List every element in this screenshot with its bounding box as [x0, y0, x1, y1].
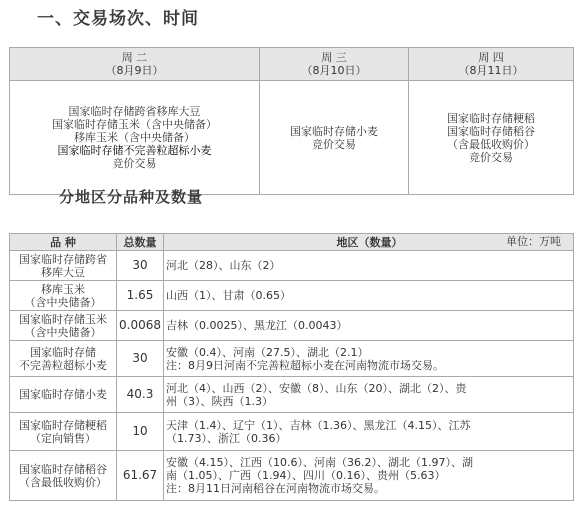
total-cell: 1.65: [117, 281, 164, 311]
schedule-header-wed: [260, 48, 409, 81]
variety-cell: [10, 251, 117, 281]
region-cell: [164, 341, 574, 377]
region-line: 安徽（0.4）、河南（27.5）、湖北（2.1）: [166, 345, 369, 359]
variety-line: 国家临时存储小麦: [19, 388, 107, 401]
total-cell: 30: [117, 341, 164, 377]
variety-cell: [10, 311, 117, 341]
region-cell: [164, 311, 574, 341]
schedule-header-tue: [10, 48, 260, 81]
region-line: 安徽（4.15）、江西（10.6）、河南（36.2）、湖北（1.97）、湖: [166, 456, 473, 469]
region-line: 州（3）、陕西（1.3）: [166, 394, 273, 408]
table-row: [10, 311, 574, 341]
region-cell: [164, 251, 574, 281]
header-total: 总数量: [117, 234, 164, 251]
variety-cell: [10, 341, 117, 377]
section-title-schedule: 一、交易场次、时间: [37, 9, 199, 29]
schedule-date: （8月9日）: [105, 64, 164, 77]
variety-line: 国家临时存储稻谷: [19, 462, 107, 476]
variety-cell: [10, 413, 117, 451]
variety-line: （含中央储备）: [24, 295, 102, 309]
region-note: 注：8月11日河南稻谷在河南物流市场交易。: [166, 482, 385, 495]
variety-line: 国家临时存储粳稻: [19, 418, 107, 432]
table-row: [10, 251, 574, 281]
variety-line: 移库玉米: [41, 282, 85, 296]
schedule-header-thu: [409, 48, 574, 81]
schedule-line: （含最低收购价）: [447, 137, 535, 151]
region-cell: [164, 451, 574, 501]
table-row: [10, 451, 574, 501]
schedule-cell-thu: [409, 81, 574, 195]
table-row: [10, 413, 574, 451]
total-cell: 40.3: [117, 377, 164, 413]
schedule-day: 周 二: [121, 51, 148, 64]
header-variety: 品 种: [10, 234, 117, 251]
variety-line: 国家临时存储: [30, 345, 96, 359]
schedule-line: 移库玉米（含中央储备）: [74, 131, 195, 144]
schedule-cell-tue: [10, 81, 260, 195]
section-title-detail: 分地区分品种及数量: [59, 188, 204, 206]
region-line: 南（1.05）、广西（1.94）、四川（0.16）、贵州（5.63）: [166, 469, 446, 482]
schedule-line: 国家临时存储稻谷: [447, 124, 535, 138]
variety-line: （定向销售）: [30, 431, 96, 445]
variety-cell: [10, 281, 117, 311]
region-cell: [164, 413, 574, 451]
schedule-table: [9, 47, 574, 195]
schedule-line: 国家临时存储不完善粒超标小麦: [57, 144, 212, 157]
schedule-line: 国家临时存储小麦: [290, 124, 378, 138]
region-note: 注：8月9日河南不完善粒超标小麦在河南物流市场交易。: [166, 358, 444, 372]
region-cell: [164, 281, 574, 311]
schedule-line: 国家临时存储玉米（含中央储备）: [52, 118, 217, 131]
variety-cell: [10, 377, 117, 413]
schedule-line: 国家临时存储粳稻: [447, 111, 535, 125]
variety-cell: [10, 451, 117, 501]
region-line: 河北（28）、山东（2）: [166, 259, 281, 272]
schedule-line: 竞价交易: [312, 137, 356, 151]
total-cell: 0.0068: [117, 311, 164, 341]
region-line: （1.73）、浙江（0.36）: [166, 431, 287, 445]
schedule-date: （8月11日）: [458, 64, 524, 77]
variety-line: （含中央储备）: [24, 325, 102, 339]
region-line: 河北（4）、山西（2）、安徽（8）、山东（20）、湖北（2）、贵: [166, 381, 467, 395]
schedule-line: 国家临时存储跨省移库大豆: [68, 105, 201, 118]
variety-line: （含最低收购价）: [19, 475, 107, 489]
schedule-day: 周 四: [478, 51, 504, 64]
total-cell: 10: [117, 413, 164, 451]
table-row: [10, 341, 574, 377]
total-cell: 30: [117, 251, 164, 281]
schedule-line: 竞价交易: [469, 150, 513, 164]
region-line: 山西（1）、甘肃（0.65）: [166, 289, 291, 302]
region-cell: [164, 377, 574, 413]
variety-line: 国家临时存储跨省: [19, 252, 107, 266]
schedule-date: （8月10日）: [301, 64, 367, 77]
variety-line: 移库大豆: [41, 265, 85, 279]
schedule-day: 周 三: [321, 51, 347, 64]
variety-line: 国家临时存储玉米: [19, 312, 107, 326]
table-row: [10, 377, 574, 413]
table-row: [10, 281, 574, 311]
header-unit: 单位：万吨: [506, 235, 561, 248]
header-region-label: 地区（数量）: [336, 235, 403, 249]
region-line: 吉林（0.0025）、黑龙江（0.0043）: [166, 319, 348, 332]
schedule-line: 竞价交易: [112, 157, 157, 170]
region-line: 天津（1.4）、辽宁（1）、吉林（1.36）、黑龙江（4.15）、江苏: [166, 418, 471, 432]
schedule-cell-wed: [260, 81, 409, 195]
header-region: [164, 234, 574, 251]
variety-line: 不完善粒超标小麦: [19, 358, 107, 372]
detail-table: [9, 233, 574, 501]
total-cell: 61.67: [117, 451, 164, 501]
